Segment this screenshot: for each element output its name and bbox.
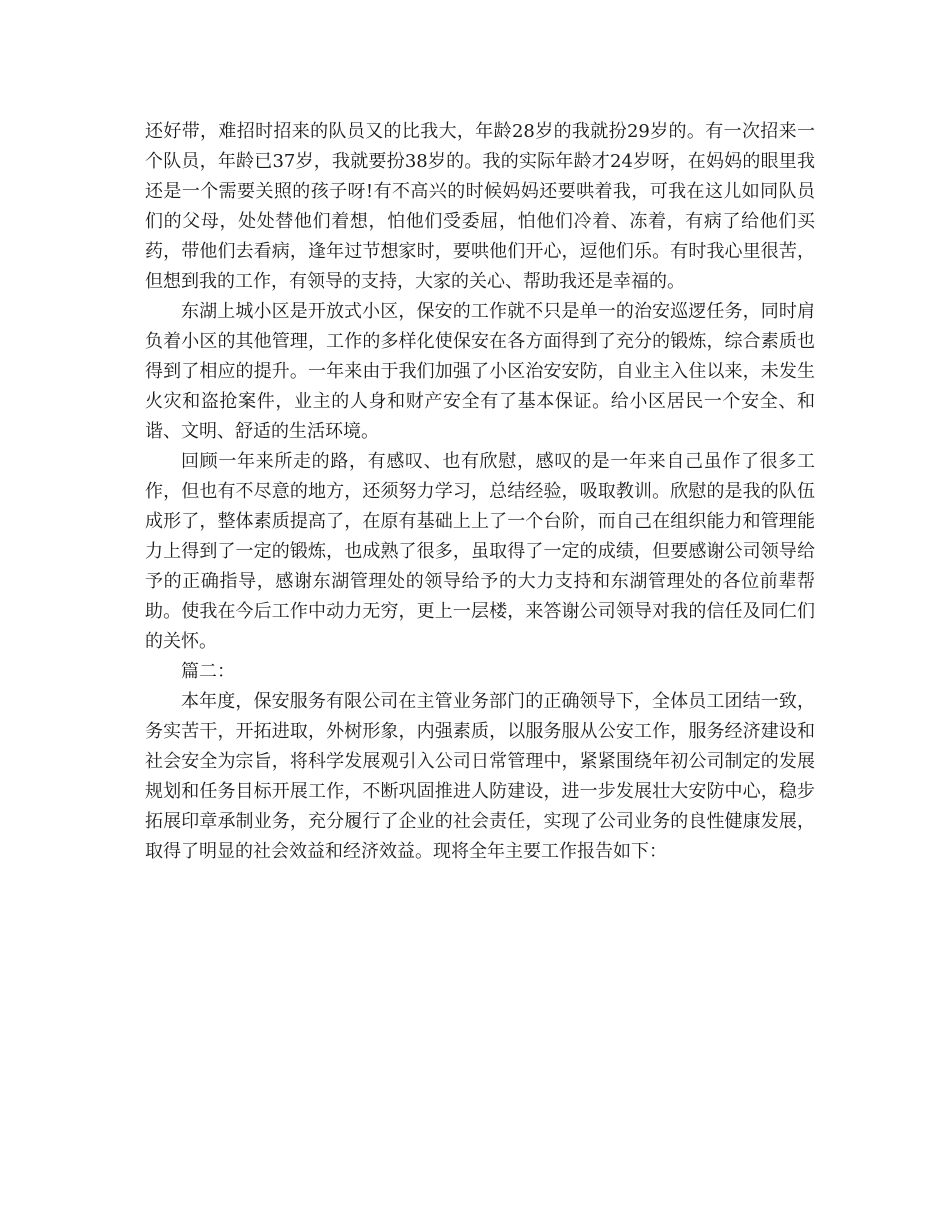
paragraph-annual-report: 本年度，保安服务有限公司在主管业务部门的正确领导下，全体员工团结一致，务实苦干，开拓进取，外树形象，内强素质，以服务服从公安工作，服务经济建设和社会安全为宗旨，将科学发展观引入公司日常管理中，紧紧围绕年初公司制定的发展规划和任务目标开展工作，不断巩固推进人防建设，进一步发展壮大安防中心，稳步拓展印章承制业务，充分履行了企业的社会责任，实现了公司业务的良性健康发展，取得了明显的社会效益和经济效益。现将全年主要工作报告如下： bbox=[145, 691, 815, 862]
paragraph-review: 回顾一年来所走的路，有感叹、也有欣慰，感叹的是一年来自己虽作了很多工作，但也有不尽意的地方，还须努力学习，总结经验，吸取教训。欣慰的是我的队伍成形了，整体素质提高了，在原有基础上上了一个台阶，而自己在组织能力和管理能力上得到了一定的锻炼，也成熟了很多，虽取得了一定的成绩，但要感谢公司领导给予的正确指导，感谢东湖管理处的领导给予的大力支持和东湖管理处的各位前辈帮助。使我在今后工作中动力无穷，更上一层楼，来答谢公司领导对我的信任及同仁们的关怀。 bbox=[145, 451, 815, 652]
paragraph-continued: 还好带，难招时招来的队员又的比我大，年龄28岁的我就扮29岁的。有一次招来一个队员，年龄已37岁，我就要扮38岁的。我的实际年龄才24岁呀，在妈妈的眼里我还是一个需要关照的孩子呀!有不高兴的时候妈妈还要哄着我，可我在这儿如同队员们的父母，处处替他们着想，怕他们受委屈，怕他们冷着、冻着，有病了给他们买药，带他们去看病，逢年过节想家时，要哄他们开心，逗他们乐。有时我心里很苦，但想到我的工作，有领导的支持，大家的关心、帮助我还是幸福的。 bbox=[145, 121, 815, 292]
paragraph-donghu-community: 东湖上城小区是开放式小区，保安的工作就不只是单一的治安巡逻任务，同时肩负着小区的其他管理，工作的多样化使保安在各方面得到了充分的锻炼，综合素质也得到了相应的提升。一年来由于我们加强了小区治安安防，自业主入住以来，未发生火灾和盗抢案件，业主的人身和财产安全有了基本保证。给小区居民一个安全、和谐、文明、舒适的生活环境。 bbox=[145, 301, 815, 442]
section-heading: 篇二： bbox=[181, 661, 235, 682]
document-page bbox=[145, 117, 815, 867]
